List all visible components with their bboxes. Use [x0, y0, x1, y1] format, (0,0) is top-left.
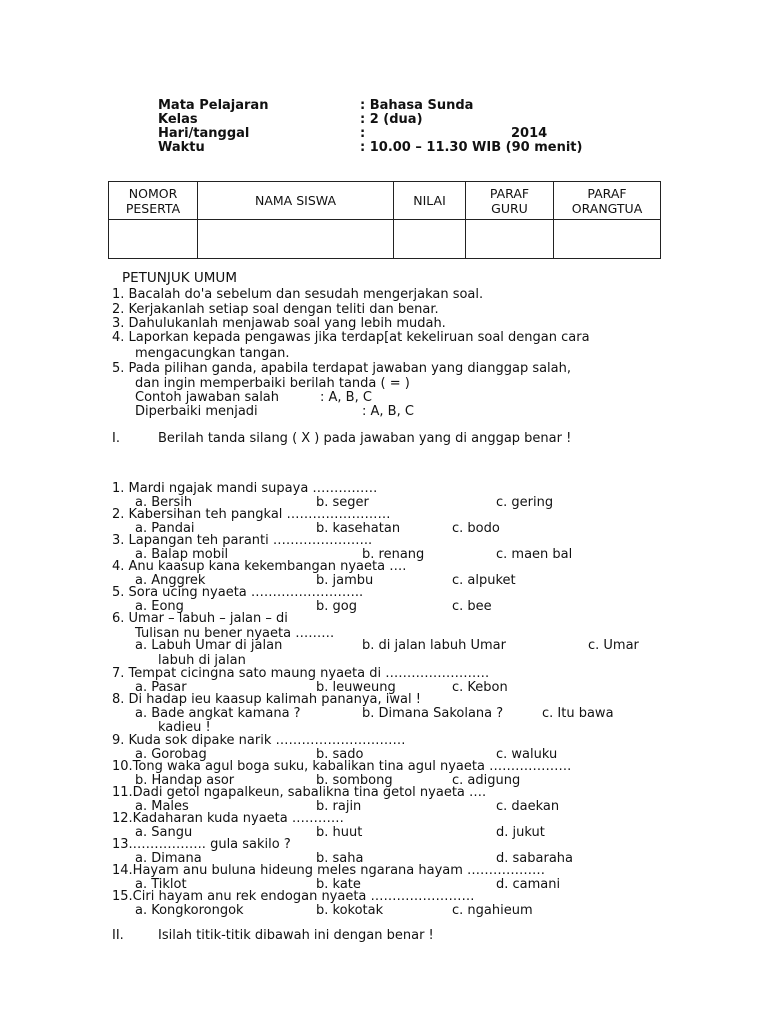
option-c: c. bee [452, 599, 492, 614]
header-nomor-peserta: NOMOR PESERTA [109, 182, 198, 220]
question-text: 14.Hayam anu buluna hideung meles ngarana hayam ……………… [112, 863, 546, 878]
option-a: a. Eong [135, 599, 184, 614]
option-a-line-2: labuh di jalan [158, 653, 246, 668]
question-text: 7. Tempat cicingna sato maung nyaeta di …………………… [112, 666, 490, 681]
instruction-item: 2. Kerjakanlah setiap soal dengan teliti dan benar. [112, 302, 439, 317]
option-b: b. kasehatan [316, 521, 401, 536]
option-b: b. Dimana Sakolana ? [362, 706, 504, 721]
option-a: a. Balap mobil [135, 547, 229, 562]
instruction-item: 1. Bacalah do'a sebelum dan sesudah mengerjakan soal. [112, 287, 484, 302]
option-a: a. Kongkorongok [135, 903, 244, 918]
subject-label: Mata Pelajaran [158, 98, 269, 113]
option-b: b. di jalan labuh Umar [362, 638, 506, 653]
option-c: c. Umar [588, 638, 639, 653]
question-text: 5. Sora ucing nyaeta …………………….. [112, 585, 364, 600]
question-text: 10.Tong waka agul boga suku, kabalikan tina agul nyaeta ………………. [112, 759, 572, 774]
option-a: a. Pandai [135, 521, 195, 536]
question-text: 12.Kadaharan kuda nyaeta ………… [112, 811, 344, 826]
cell-paraf-guru[interactable] [466, 220, 554, 259]
option-a: a. Pasar [135, 680, 187, 695]
cell-paraf-orangtua[interactable] [554, 220, 661, 259]
example-fixed-value: : A, B, C [362, 404, 414, 419]
date-year: 2014 [511, 126, 548, 141]
section-2-number: II. [112, 928, 124, 943]
option-b: b. huut [316, 825, 363, 840]
section-2-instruction: Isilah titik-titik dibawah ini dengan benar ! [158, 928, 434, 943]
instruction-item: mengacungkan tangan. [135, 346, 290, 361]
option-a: a. Bade angkat kamana ? [135, 706, 301, 721]
cell-nilai[interactable] [394, 220, 466, 259]
option-a: b. Handap asor [135, 773, 235, 788]
question-text: 6. Umar – labuh – jalan – di [112, 611, 288, 626]
example-wrong-value: : A, B, C [320, 390, 372, 405]
instruction-item: 5. Pada pilihan ganda, apabila terdapat jawaban yang dianggap salah, [112, 361, 572, 376]
question-text: 2. Kabersihan teh pangkal …………………… [112, 507, 391, 522]
option-c: c. gering [496, 495, 554, 510]
option-a: a. Dimana [135, 851, 202, 866]
header-paraf-orangtua: PARAF ORANGTUA [554, 182, 661, 220]
option-c: d. sabaraha [496, 851, 573, 866]
option-b: b. sombong [316, 773, 393, 788]
option-a-line-2: kadieu ! [158, 720, 211, 735]
option-b: b. renang [362, 547, 425, 562]
question-text: 13.…………….. gula sakilo ? [112, 837, 291, 852]
question-text: 11.Dadi getol ngapalkeun, sabalikna tina getol nyaeta …. [112, 785, 487, 800]
option-b: b. jambu [316, 573, 374, 588]
option-a: a. Gorobag [135, 747, 207, 762]
question-text: 15.Ciri hayam anu rek endogan nyaeta …………………… [112, 889, 475, 904]
option-a: a. Tiklot [135, 877, 187, 892]
option-b: b. rajin [316, 799, 362, 814]
option-c: c. maen bal [496, 547, 573, 562]
header-paraf-guru: PARAF GURU [466, 182, 554, 220]
header-nama-siswa: NAMA SISWA [198, 182, 394, 220]
option-c: d. jukut [496, 825, 545, 840]
question-text: 8. Di hadap ieu kaasup kalimah pananya, iwal ! [112, 692, 421, 707]
option-c: d. camani [496, 877, 561, 892]
student-identity-table [108, 181, 661, 259]
option-a: a. Males [135, 799, 189, 814]
option-c: c. Kebon [452, 680, 508, 695]
cell-nama-siswa[interactable] [198, 220, 394, 259]
section-1-number: I. [112, 431, 120, 446]
date-value: : [360, 126, 366, 141]
option-c: c. alpuket [452, 573, 516, 588]
section-1-instruction: Berilah tanda silang ( X ) pada jawaban yang di anggap benar ! [158, 431, 572, 446]
time-label: Waktu [158, 140, 205, 155]
option-c: c. daekan [496, 799, 560, 814]
subject-value: : Bahasa Sunda [360, 98, 474, 113]
option-b: b. sado [316, 747, 364, 762]
question-text: 4. Anu kaasup kana kekembangan nyaeta …. [112, 559, 407, 574]
example-fixed-label: Diperbaiki menjadi [135, 404, 258, 419]
question-text-line-2: Tulisan nu bener nyaeta ……… [135, 626, 335, 641]
option-c: c. bodo [452, 521, 500, 536]
class-label: Kelas [158, 112, 198, 127]
option-a: a. Labuh Umar di jalan [135, 638, 283, 653]
option-a: a. Sangu [135, 825, 193, 840]
option-b: b. saha [316, 851, 364, 866]
instructions-title: PETUNJUK UMUM [122, 270, 237, 286]
header-nilai: NILAI [394, 182, 466, 220]
option-b: b. gog [316, 599, 357, 614]
question-text: 1. Mardi ngajak mandi supaya …………… [112, 481, 378, 496]
cell-nomor-peserta[interactable] [109, 220, 198, 259]
option-a: a. Bersih [135, 495, 193, 510]
instruction-item: 3. Dahulukanlah menjawab soal yang lebih mudah. [112, 316, 446, 331]
instruction-item: dan ingin memperbaiki berilah tanda ( = ) [135, 376, 410, 391]
class-value: : 2 (dua) [360, 112, 423, 127]
question-text: 3. Lapangan teh paranti ………………….. [112, 533, 373, 548]
instruction-item: 4. Laporkan kepada pengawas jika terdap[at kekeliruan soal dengan cara [112, 330, 590, 345]
option-b: b. seger [316, 495, 369, 510]
option-c: c. waluku [496, 747, 558, 762]
option-c: c. adigung [452, 773, 521, 788]
option-b: b. kokotak [316, 903, 384, 918]
question-text: 9. Kuda sok dipake narik ………………………… [112, 733, 406, 748]
time-value: : 10.00 – 11.30 WIB (90 menit) [360, 140, 583, 155]
option-c: c. ngahieum [452, 903, 533, 918]
option-b: b. kate [316, 877, 361, 892]
date-label: Hari/tanggal [158, 126, 250, 141]
option-b: b. leuweung [316, 680, 396, 695]
option-a: a. Anggrek [135, 573, 206, 588]
option-c: c. Itu bawa [542, 706, 614, 721]
example-wrong-label: Contoh jawaban salah [135, 390, 280, 405]
